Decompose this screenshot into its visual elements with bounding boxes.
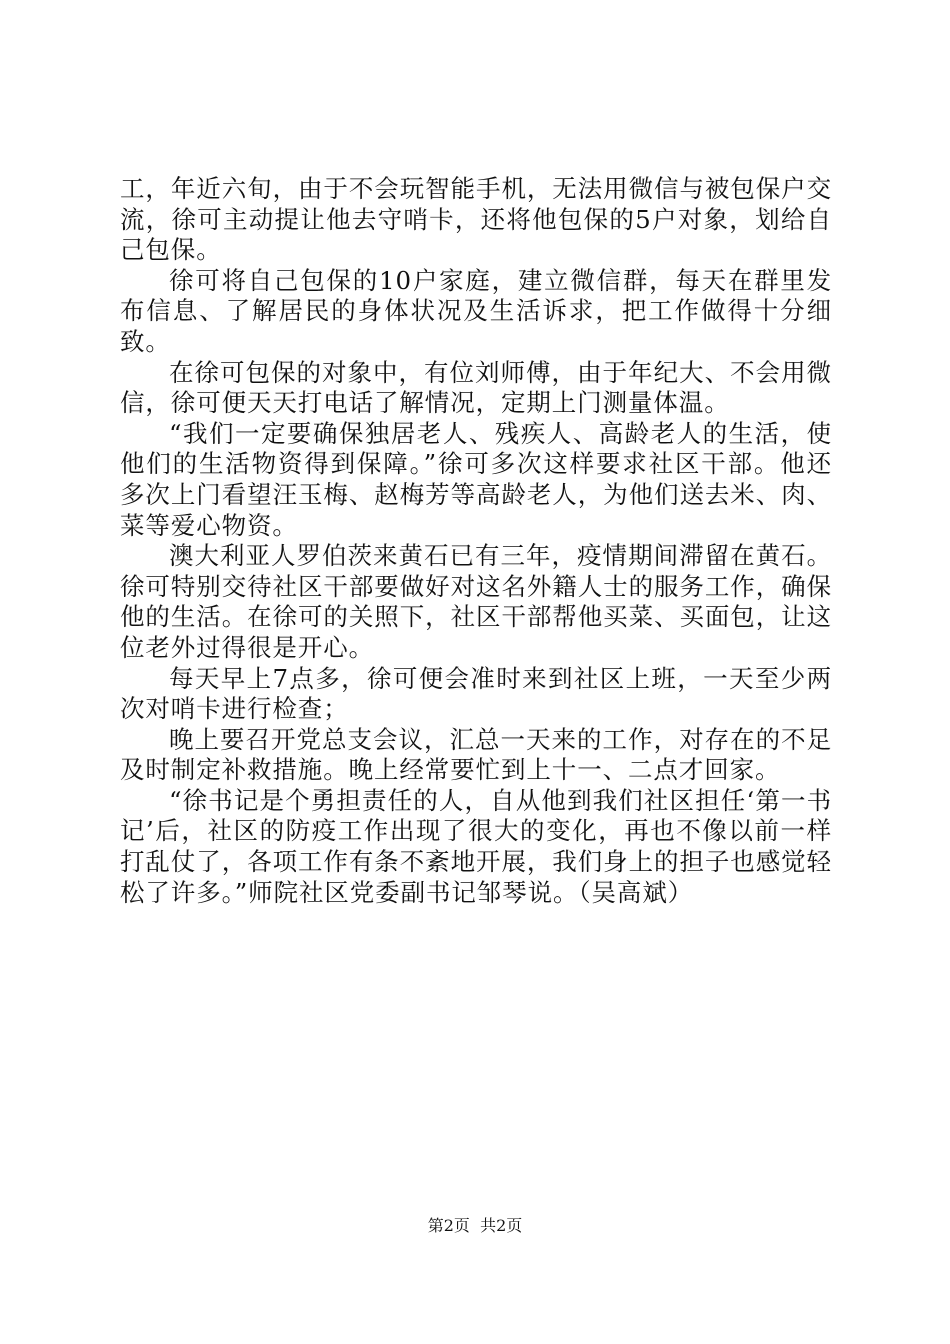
paragraph-2: 徐可将自己包保的10户家庭，建立微信群，每天在群里发布信息、了解居民的身体状况及生活诉求，把工作做得十分细致。 — [120, 265, 832, 356]
paragraph-1: 工，年近六旬，由于不会玩智能手机，无法用微信与被包保户交流，徐可主动提让他去守哨卡，还将他包保的5户对象，划给自己包保。 — [120, 174, 832, 265]
paragraph-3: 在徐可包保的对象中，有位刘师傅，由于年纪大、不会用微信，徐可便天天打电话了解情况，定期上门测量体温。 — [120, 357, 832, 418]
paragraph-4: “我们一定要确保独居老人、残疾人、高龄老人的生活，使他们的生活物资得到保障。”徐可多次这样要求社区干部。他还多次上门看望汪玉梅、赵梅芳等高龄老人，为他们送去米、肉、菜等爱心物资。 — [120, 418, 832, 540]
paragraph-7: 晚上要召开党总支会议，汇总一天来的工作，对存在的不足及时制定补救措施。晚上经常要忙到上十一、二点才回家。 — [120, 724, 832, 785]
article-body — [120, 174, 832, 908]
paragraph-5: 澳大利亚人罗伯茨来黄石已有三年，疫情期间滞留在黄石。徐可特别交待社区干部要做好对这名外籍人士的服务工作，确保他的生活。在徐可的关照下，社区干部帮他买菜、买面包，让这位老外过得很是开心。 — [120, 541, 832, 662]
page-footer: 第2页 共2页 — [427, 1216, 523, 1235]
paragraph-8: “徐书记是个勇担责任的人，自从他到我们社区担任‘第一书记’后，社区的防疫工作出现了很大的变化，再也不像以前一样打乱仗了，各项工作有条不紊地开展，我们身上的担子也感觉轻松了许多。”师院社区党委副书记邹琴说。（吴高斌） — [120, 785, 832, 907]
paragraph-6: 每天早上7点多，徐可便会准时来到社区上班，一天至少两次对哨卡进行检查； — [120, 663, 832, 724]
